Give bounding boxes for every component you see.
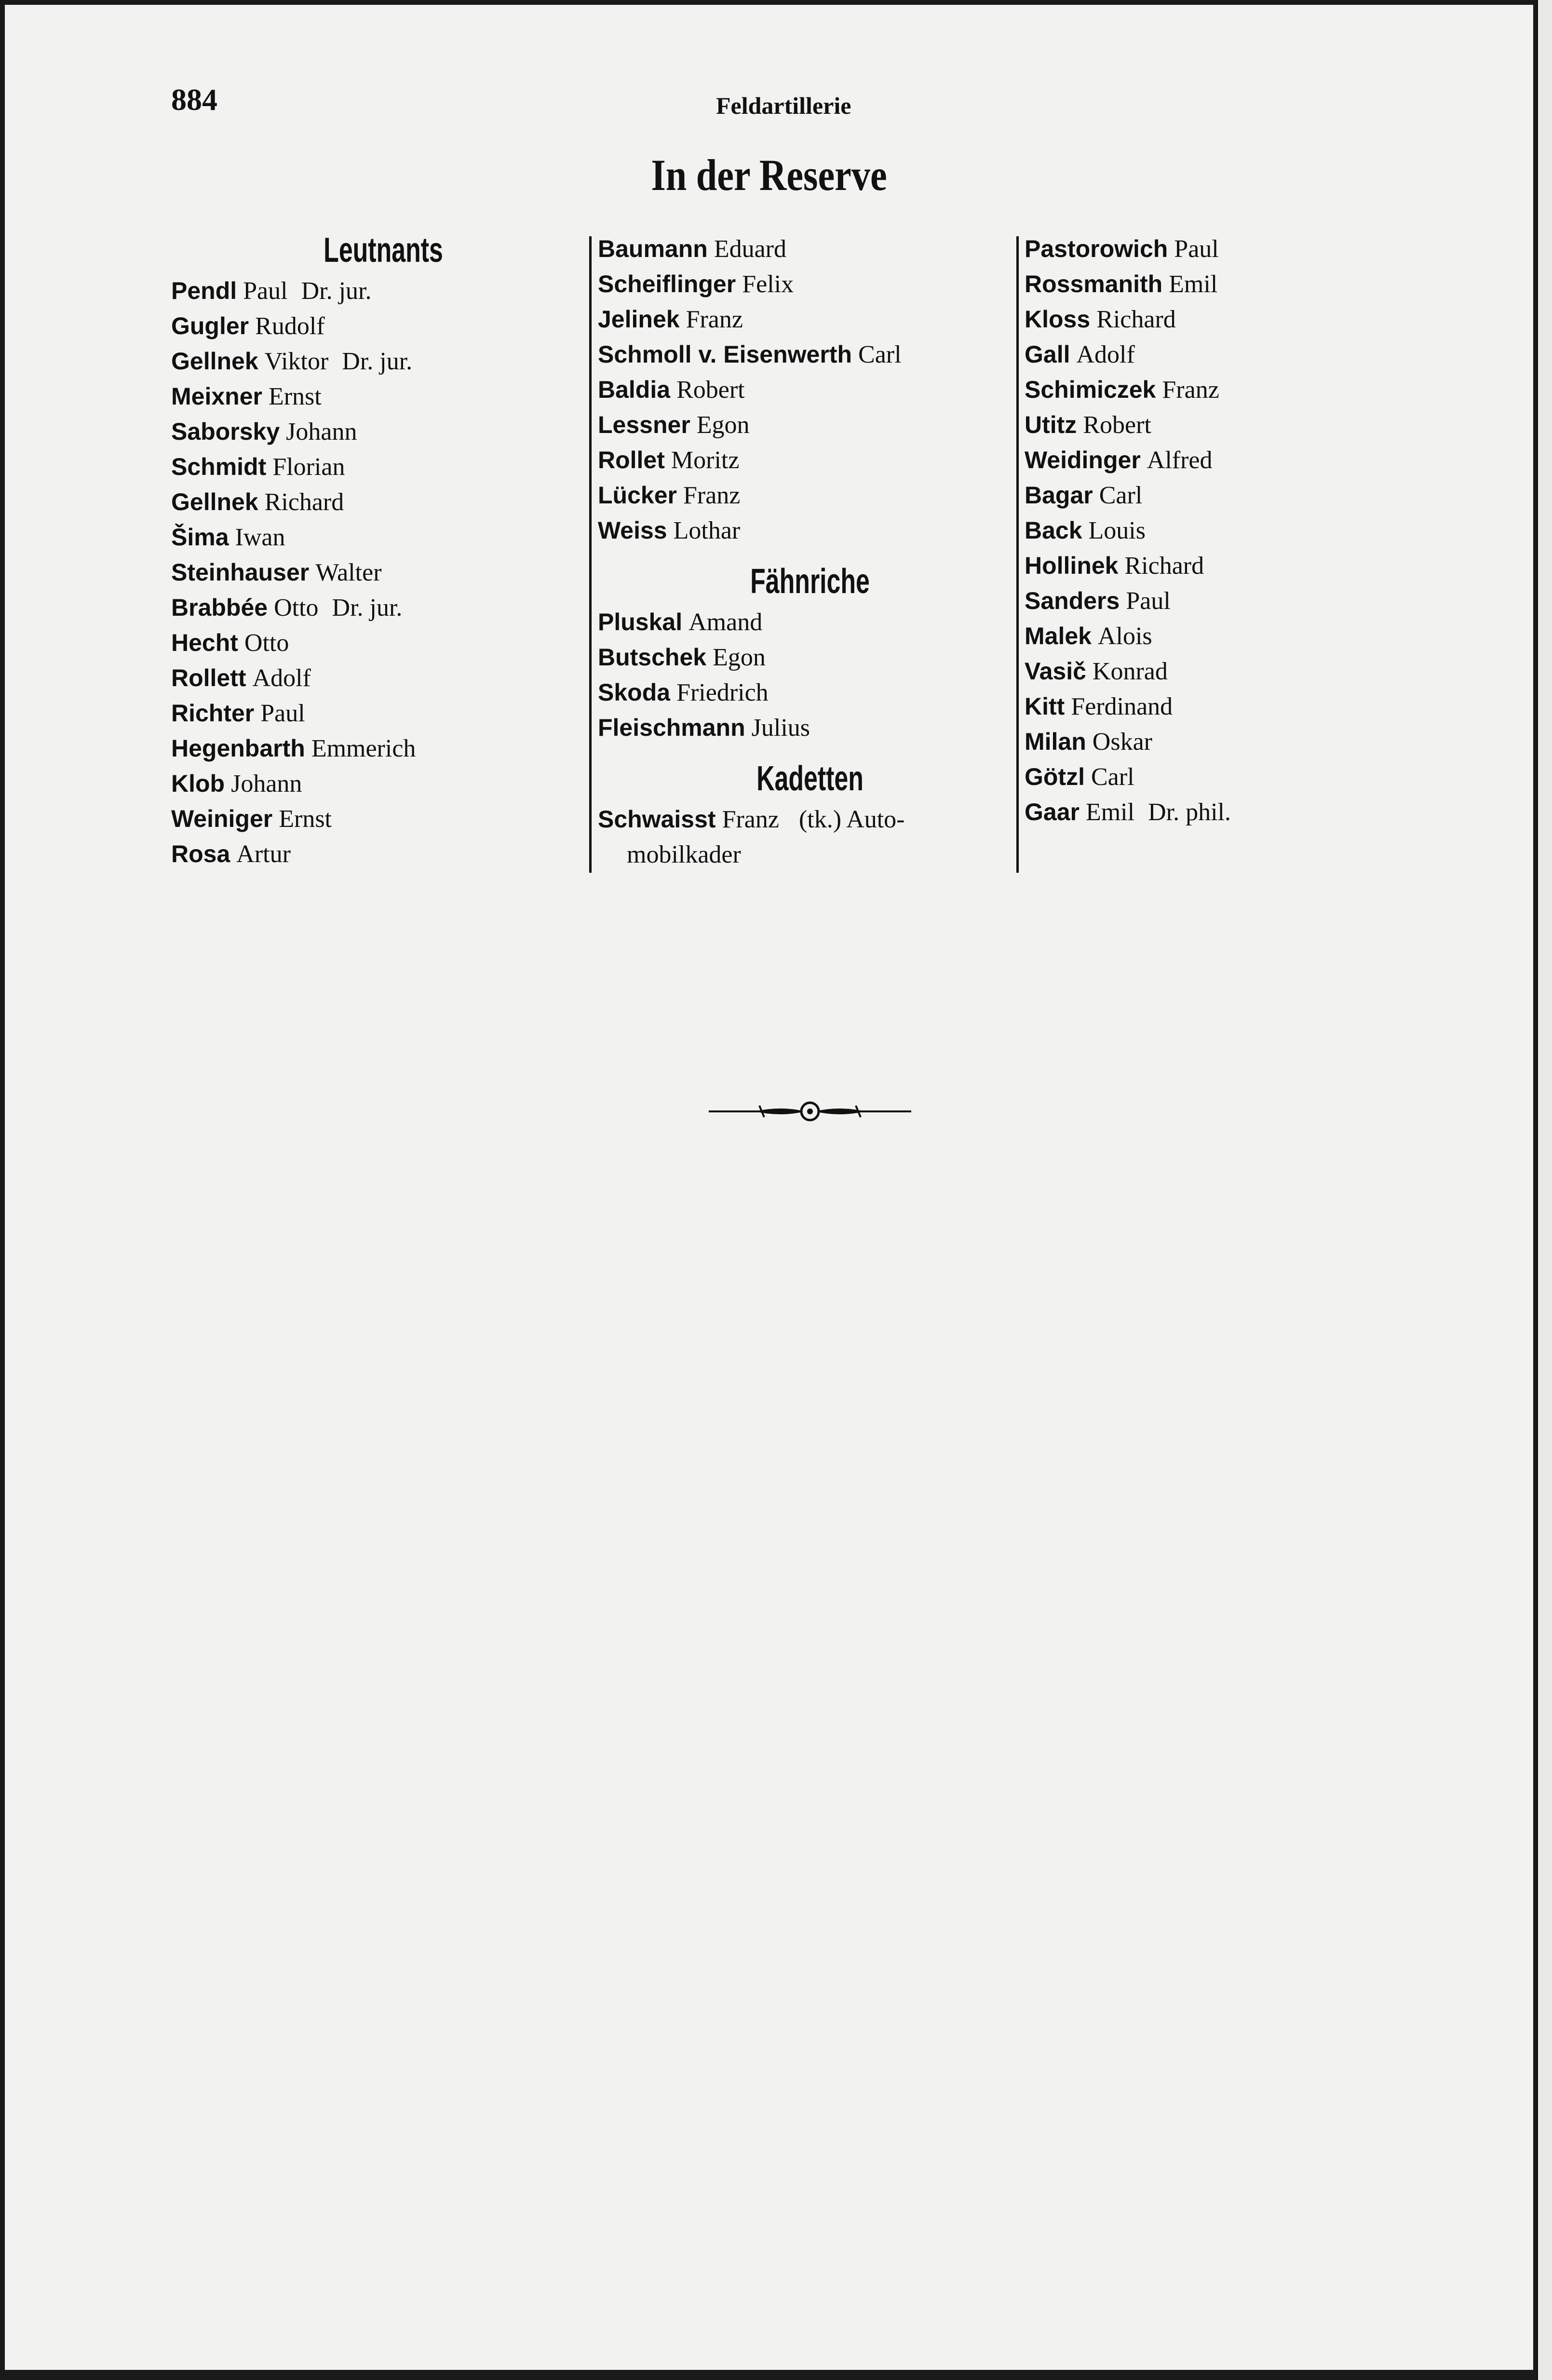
entry-surname: Pendl (171, 277, 237, 305)
list-item (1025, 231, 1449, 267)
entry-surname: Klob (171, 770, 225, 798)
list-item (171, 485, 595, 520)
entry-surname: Fleischmann (598, 714, 745, 742)
entry-given-name: Paul (260, 700, 305, 728)
list-item (598, 267, 1022, 302)
list-item (598, 675, 1022, 710)
entry-title: Dr. phil. (1148, 798, 1231, 826)
entry-surname: Pluskal (598, 609, 683, 636)
entry-given-name: Richard (1096, 306, 1176, 333)
entry-given-name: Adolf (252, 664, 311, 692)
list-item (1025, 372, 1449, 407)
list-item (1025, 548, 1449, 583)
entry-surname: Utitz (1025, 411, 1077, 438)
list-item (1025, 724, 1449, 759)
entry-given-name: Paul (1174, 235, 1219, 263)
entry-note-continuation: mobilkader (627, 841, 741, 869)
entry-given-name: Richard (264, 488, 344, 516)
entry-surname: Milan (1025, 728, 1086, 755)
document-page (5, 5, 1533, 2370)
entry-surname: Sanders (1025, 587, 1120, 614)
entry-title: Dr. jur. (332, 594, 403, 622)
leutnants-list-continued (598, 231, 1022, 548)
entry-surname: Hollinek (1025, 552, 1119, 579)
list-item (598, 478, 1022, 513)
entry-surname: Rollett (171, 664, 246, 692)
list-item (1025, 407, 1449, 443)
entry-given-name: Amand (688, 609, 763, 636)
list-item (1025, 619, 1449, 654)
entry-surname: Weidinger (1025, 446, 1141, 473)
entry-given-name: Emmerich (311, 735, 416, 763)
entry-given-name: Egon (713, 644, 766, 672)
column-leutnants (171, 231, 595, 872)
entry-surname: Hegenbarth (171, 735, 305, 762)
column-middle (598, 231, 1022, 872)
entry-surname: Lücker (598, 482, 677, 509)
list-item (1025, 267, 1449, 302)
entry-given-name: Friedrich (676, 679, 769, 707)
list-item (1025, 654, 1449, 689)
entry-given-name: Alfred (1147, 446, 1213, 474)
list-item (598, 231, 1022, 267)
list-item (171, 344, 595, 379)
entry-surname: Gellnek (171, 488, 258, 516)
list-item (171, 590, 595, 625)
entry-given-name: Florian (272, 453, 345, 481)
entry-surname: Schmidt (171, 453, 267, 481)
running-head: Feldartillerie (716, 92, 851, 119)
list-item (1025, 302, 1449, 337)
entry-given-name: Ferdinand (1071, 693, 1173, 720)
entry-given-name: Adolf (1076, 341, 1135, 368)
entry-surname: Meixner (171, 383, 262, 410)
list-item (171, 309, 595, 344)
entry-given-name: Franz (683, 482, 741, 509)
list-item (598, 710, 1022, 745)
heading-kadetten: Kadetten (756, 759, 864, 798)
list-item (598, 372, 1022, 407)
list-item (1025, 513, 1449, 548)
entry-surname: Saborsky (171, 418, 280, 446)
list-item (1025, 795, 1449, 830)
list-item (171, 731, 595, 766)
list-item (598, 407, 1022, 443)
entry-surname: Brabbée (171, 594, 268, 622)
list-item (171, 379, 595, 414)
entry-given-name: Louis (1088, 517, 1146, 544)
entry-given-name: Rudolf (255, 312, 325, 340)
entry-surname: Gellnek (171, 348, 258, 375)
entry-surname: Gaar (1025, 798, 1080, 825)
list-item (598, 302, 1022, 337)
list-item (171, 661, 595, 696)
entry-surname: Schmoll v. Eisenwerth (598, 341, 852, 368)
list-item (171, 837, 595, 872)
entry-surname: Schimiczek (1025, 376, 1156, 403)
entry-given-name: Ernst (279, 805, 332, 833)
entry-given-name: Richard (1124, 552, 1204, 580)
entry-note: (tk.) Auto- (798, 806, 905, 834)
list-item (171, 520, 595, 555)
entry-surname: Schwaisst (598, 806, 716, 833)
entry-surname: Baldia (598, 376, 671, 403)
entry-surname: Rossmanith (1025, 270, 1163, 298)
entry-given-name: Johann (231, 770, 302, 798)
list-item (598, 640, 1022, 675)
entry-given-name: Robert (1083, 411, 1151, 439)
entry-title: Dr. jur. (342, 348, 413, 376)
entry-given-name: Carl (1091, 763, 1134, 791)
entry-surname: Baumann (598, 235, 708, 262)
page-number: 884 (171, 82, 217, 117)
list-item (171, 273, 595, 309)
entry-given-name: Julius (751, 714, 810, 742)
list-item (1025, 583, 1449, 619)
entry-surname: Kitt (1025, 693, 1065, 720)
list-item (1025, 759, 1449, 795)
list-item (1025, 478, 1449, 513)
list-item (598, 605, 1022, 640)
list-item (1025, 337, 1449, 372)
heading-faehnriche: Fähnriche (750, 562, 870, 601)
list-item (598, 443, 1022, 478)
entry-given-name: Oskar (1092, 728, 1152, 756)
entry-given-name: Konrad (1092, 658, 1168, 685)
entry-surname: Rosa (171, 840, 230, 868)
entry-given-name: Felix (742, 270, 794, 298)
entry-surname: Hecht (171, 629, 238, 657)
entry-surname: Gugler (171, 312, 249, 340)
entry-surname: Weiss (598, 517, 667, 544)
entry-given-name: Walter (315, 559, 382, 587)
list-item (1025, 443, 1449, 478)
entry-given-name: Viktor (264, 348, 329, 376)
entry-given-name: Paul (243, 277, 288, 305)
entry-given-name: Emil (1169, 270, 1218, 298)
list-item (171, 625, 595, 661)
entry-surname: Lessner (598, 411, 690, 438)
entry-given-name: Franz (686, 306, 743, 333)
entry-surname: Šima (171, 524, 229, 551)
entry-surname: Bagar (1025, 482, 1093, 509)
entry-surname: Vasič (1025, 658, 1086, 685)
list-item (598, 337, 1022, 372)
entry-surname: Jelinek (598, 306, 680, 333)
entry-surname: Weiniger (171, 805, 273, 833)
entry-given-name: Robert (676, 376, 745, 404)
heading-leutnants: Leutnants (324, 231, 443, 270)
entry-surname: Richter (171, 700, 255, 727)
entry-surname: Gall (1025, 341, 1070, 368)
ornament-divider (709, 1097, 911, 1126)
entry-given-name: Otto (274, 594, 319, 622)
entry-given-name: Egon (696, 411, 750, 439)
entry-surname: Malek (1025, 622, 1092, 649)
kadett-entry (598, 802, 1022, 872)
entry-given-name: Alois (1097, 622, 1152, 650)
faehnriche-list (598, 605, 1022, 745)
entry-surname: Skoda (598, 679, 671, 706)
entry-given-name: Eduard (714, 235, 786, 263)
entry-given-name: Lothar (673, 517, 741, 544)
entry-title: Dr. jur. (301, 277, 372, 305)
entry-surname: Rollet (598, 446, 665, 473)
section-title: In der Reserve (651, 150, 887, 200)
list-item (171, 555, 595, 590)
entry-surname: Back (1025, 517, 1082, 544)
entry-given-name: Emil (1085, 798, 1135, 826)
entry-given-name: Johann (286, 418, 357, 446)
entry-given-name: Moritz (671, 446, 740, 474)
entry-surname: Scheiflinger (598, 270, 736, 298)
entry-surname: Steinhauser (171, 559, 310, 586)
entry-given-name: Ernst (268, 383, 322, 411)
entry-given-name: Franz (1162, 376, 1219, 404)
entry-given-name: Carl (858, 341, 902, 368)
list-item (171, 414, 595, 449)
entry-given-name: Paul (1126, 587, 1171, 615)
entry-surname: Pastorowich (1025, 235, 1168, 262)
list-item (598, 513, 1022, 548)
column-right (1025, 231, 1449, 830)
entry-given-name: Artur (236, 840, 291, 868)
list-item (171, 449, 595, 485)
entry-given-name: Iwan (235, 524, 285, 552)
list-item (171, 801, 595, 837)
entry-given-name: Carl (1099, 482, 1143, 509)
leutnants-list (171, 273, 595, 872)
list-item (171, 696, 595, 731)
leutnants-list-continued-2 (1025, 231, 1449, 830)
page-edge (1538, 0, 1552, 2380)
entry-surname: Götzl (1025, 763, 1085, 790)
entry-surname: Kloss (1025, 306, 1091, 333)
entry-given-name: Franz (722, 806, 779, 834)
entry-given-name: Otto (244, 629, 289, 657)
entry-surname: Butschek (598, 644, 707, 671)
list-item (1025, 689, 1449, 724)
list-item (171, 766, 595, 801)
